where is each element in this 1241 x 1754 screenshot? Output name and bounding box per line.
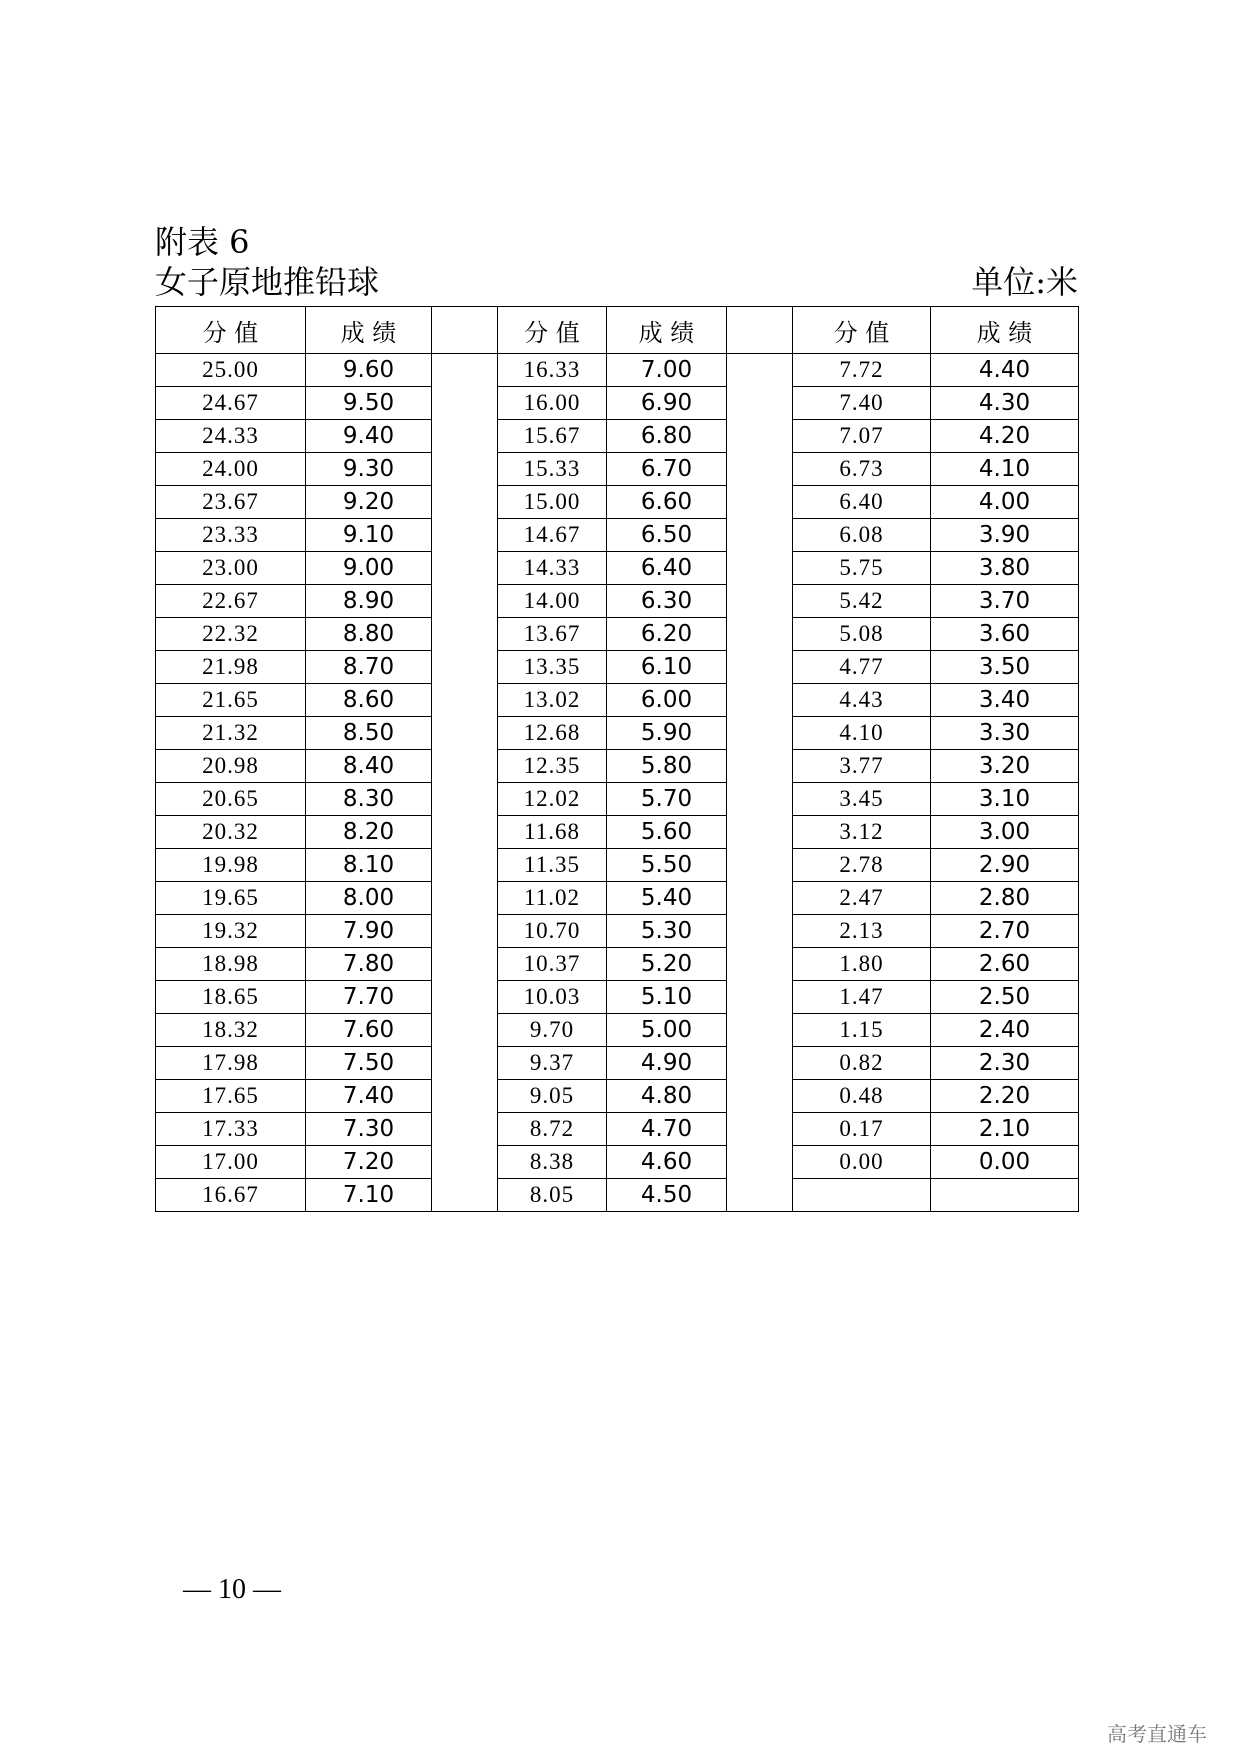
result-cell: 8.70 <box>306 651 432 684</box>
column-gap <box>727 816 793 849</box>
table-row <box>156 651 1079 684</box>
column-gap <box>727 948 793 981</box>
table-row <box>156 915 1079 948</box>
result-cell: 2.80 <box>931 882 1079 915</box>
score-cell: 20.65 <box>156 783 306 816</box>
score-cell: 8.38 <box>498 1146 607 1179</box>
column-gap <box>432 882 498 915</box>
result-cell: 2.60 <box>931 948 1079 981</box>
column-gap <box>432 684 498 717</box>
score-cell: 3.45 <box>793 783 931 816</box>
result-cell: 7.70 <box>306 981 432 1014</box>
score-cell: 0.48 <box>793 1080 931 1113</box>
result-cell: 0.00 <box>931 1146 1079 1179</box>
score-cell: 1.15 <box>793 1014 931 1047</box>
result-cell: 5.00 <box>607 1014 727 1047</box>
result-cell: 7.00 <box>607 354 727 387</box>
result-cell: 3.10 <box>931 783 1079 816</box>
score-cell: 24.00 <box>156 453 306 486</box>
score-cell: 17.98 <box>156 1047 306 1080</box>
header-result: 成 绩 <box>931 307 1079 354</box>
column-gap <box>432 1179 498 1212</box>
result-cell: 3.70 <box>931 585 1079 618</box>
column-gap <box>432 717 498 750</box>
result-cell: 8.40 <box>306 750 432 783</box>
column-gap <box>432 552 498 585</box>
table-row <box>156 882 1079 915</box>
score-cell: 7.72 <box>793 354 931 387</box>
score-cell: 18.98 <box>156 948 306 981</box>
page-number: — 10 — <box>183 1574 281 1605</box>
result-cell: 7.90 <box>306 915 432 948</box>
score-cell: 0.17 <box>793 1113 931 1146</box>
result-cell: 2.20 <box>931 1080 1079 1113</box>
score-cell: 3.77 <box>793 750 931 783</box>
table-row <box>156 420 1079 453</box>
score-cell: 13.67 <box>498 618 607 651</box>
result-cell: 3.30 <box>931 717 1079 750</box>
table-row <box>156 1080 1079 1113</box>
result-cell: 8.50 <box>306 717 432 750</box>
table-row <box>156 948 1079 981</box>
result-cell: 3.90 <box>931 519 1079 552</box>
score-cell: 9.05 <box>498 1080 607 1113</box>
score-cell: 19.65 <box>156 882 306 915</box>
result-cell: 6.40 <box>607 552 727 585</box>
column-gap <box>432 816 498 849</box>
table-row <box>156 486 1079 519</box>
result-cell: 8.60 <box>306 684 432 717</box>
score-cell: 13.35 <box>498 651 607 684</box>
score-cell: 13.02 <box>498 684 607 717</box>
table-row <box>156 387 1079 420</box>
score-cell: 24.67 <box>156 387 306 420</box>
header-row <box>156 307 1079 354</box>
column-gap <box>432 915 498 948</box>
table-body <box>156 354 1079 1212</box>
result-cell: 4.40 <box>931 354 1079 387</box>
score-cell: 21.98 <box>156 651 306 684</box>
column-gap <box>432 307 498 354</box>
result-cell: 6.50 <box>607 519 727 552</box>
result-cell: 6.80 <box>607 420 727 453</box>
column-gap <box>432 1014 498 1047</box>
result-cell: 2.50 <box>931 981 1079 1014</box>
result-cell: 4.70 <box>607 1113 727 1146</box>
result-cell: 7.40 <box>306 1080 432 1113</box>
header-score: 分 值 <box>793 307 931 354</box>
score-cell: 4.10 <box>793 717 931 750</box>
score-cell: 16.33 <box>498 354 607 387</box>
score-cell: 11.68 <box>498 816 607 849</box>
column-gap <box>432 519 498 552</box>
result-cell: 3.40 <box>931 684 1079 717</box>
result-cell: 7.60 <box>306 1014 432 1047</box>
table-row <box>156 1014 1079 1047</box>
score-cell: 22.67 <box>156 585 306 618</box>
result-cell: 7.50 <box>306 1047 432 1080</box>
result-cell: 5.70 <box>607 783 727 816</box>
result-cell: 5.80 <box>607 750 727 783</box>
appendix-label: 附表 6 <box>155 223 250 261</box>
table-row <box>156 1146 1079 1179</box>
score-cell: 23.33 <box>156 519 306 552</box>
result-cell: 5.30 <box>607 915 727 948</box>
result-cell: 4.50 <box>607 1179 727 1212</box>
score-cell: 4.43 <box>793 684 931 717</box>
table-row <box>156 816 1079 849</box>
column-gap <box>727 618 793 651</box>
score-cell: 16.00 <box>498 387 607 420</box>
column-gap <box>432 420 498 453</box>
header-result: 成 绩 <box>607 307 727 354</box>
score-table <box>155 306 1079 1212</box>
result-cell: 6.90 <box>607 387 727 420</box>
result-cell: 9.60 <box>306 354 432 387</box>
result-cell: 3.20 <box>931 750 1079 783</box>
column-gap <box>432 849 498 882</box>
unit-label: 单位:米 <box>971 263 1078 301</box>
column-gap <box>727 453 793 486</box>
result-cell: 7.30 <box>306 1113 432 1146</box>
score-cell: 20.32 <box>156 816 306 849</box>
score-cell: 8.72 <box>498 1113 607 1146</box>
table-row <box>156 354 1079 387</box>
column-gap <box>727 1080 793 1113</box>
result-cell: 6.00 <box>607 684 727 717</box>
table-title: 女子原地推铅球 <box>155 263 380 301</box>
column-gap <box>727 585 793 618</box>
column-gap <box>432 651 498 684</box>
score-cell: 11.02 <box>498 882 607 915</box>
result-cell: 2.70 <box>931 915 1079 948</box>
column-gap <box>727 1113 793 1146</box>
column-gap <box>727 1146 793 1179</box>
column-gap <box>727 1047 793 1080</box>
column-gap <box>432 948 498 981</box>
column-gap <box>432 453 498 486</box>
score-cell: 19.98 <box>156 849 306 882</box>
column-gap <box>432 486 498 519</box>
column-gap <box>727 552 793 585</box>
score-cell: 23.67 <box>156 486 306 519</box>
score-cell: 23.00 <box>156 552 306 585</box>
score-cell: 21.65 <box>156 684 306 717</box>
result-cell: 4.80 <box>607 1080 727 1113</box>
score-cell: 2.78 <box>793 849 931 882</box>
score-cell: 0.82 <box>793 1047 931 1080</box>
result-cell: 6.60 <box>607 486 727 519</box>
score-cell: 0.00 <box>793 1146 931 1179</box>
result-cell: 4.20 <box>931 420 1079 453</box>
score-cell: 25.00 <box>156 354 306 387</box>
result-cell: 6.10 <box>607 651 727 684</box>
column-gap <box>432 618 498 651</box>
score-cell: 14.00 <box>498 585 607 618</box>
score-cell: 5.08 <box>793 618 931 651</box>
result-cell: 3.00 <box>931 816 1079 849</box>
column-gap <box>432 1047 498 1080</box>
result-cell: 4.10 <box>931 453 1079 486</box>
column-gap <box>727 684 793 717</box>
result-cell: 7.20 <box>306 1146 432 1179</box>
score-cell: 6.40 <box>793 486 931 519</box>
table-row <box>156 585 1079 618</box>
result-cell: 3.50 <box>931 651 1079 684</box>
score-cell: 1.80 <box>793 948 931 981</box>
score-cell: 11.35 <box>498 849 607 882</box>
result-cell: 8.10 <box>306 849 432 882</box>
score-cell: 8.05 <box>498 1179 607 1212</box>
table-row <box>156 519 1079 552</box>
result-cell: 9.20 <box>306 486 432 519</box>
header-score: 分 值 <box>498 307 607 354</box>
score-cell: 5.42 <box>793 585 931 618</box>
result-cell: 2.30 <box>931 1047 1079 1080</box>
result-cell: 5.10 <box>607 981 727 1014</box>
column-gap <box>727 354 793 387</box>
score-cell: 6.08 <box>793 519 931 552</box>
table-row <box>156 1179 1079 1212</box>
score-cell: 7.07 <box>793 420 931 453</box>
score-cell: 12.35 <box>498 750 607 783</box>
score-cell: 15.00 <box>498 486 607 519</box>
result-cell: 8.90 <box>306 585 432 618</box>
score-cell: 9.70 <box>498 1014 607 1047</box>
column-gap <box>727 420 793 453</box>
score-cell: 16.67 <box>156 1179 306 1212</box>
column-gap <box>727 849 793 882</box>
result-cell: 5.40 <box>607 882 727 915</box>
score-cell: 10.70 <box>498 915 607 948</box>
column-gap <box>727 882 793 915</box>
result-cell <box>931 1179 1079 1212</box>
column-gap <box>727 387 793 420</box>
score-cell: 12.02 <box>498 783 607 816</box>
score-cell: 4.77 <box>793 651 931 684</box>
result-cell: 8.00 <box>306 882 432 915</box>
column-gap <box>727 1014 793 1047</box>
column-gap <box>727 486 793 519</box>
result-cell: 3.80 <box>931 552 1079 585</box>
table-row <box>156 750 1079 783</box>
table-row <box>156 684 1079 717</box>
table-row <box>156 783 1079 816</box>
result-cell: 4.00 <box>931 486 1079 519</box>
table-row <box>156 1047 1079 1080</box>
score-cell: 18.32 <box>156 1014 306 1047</box>
score-cell: 10.03 <box>498 981 607 1014</box>
result-cell: 5.50 <box>607 849 727 882</box>
result-cell: 6.20 <box>607 618 727 651</box>
score-cell: 14.33 <box>498 552 607 585</box>
result-cell: 2.10 <box>931 1113 1079 1146</box>
score-cell: 20.98 <box>156 750 306 783</box>
column-gap <box>727 1179 793 1212</box>
result-cell: 9.30 <box>306 453 432 486</box>
score-cell: 3.12 <box>793 816 931 849</box>
score-cell: 15.33 <box>498 453 607 486</box>
score-cell: 2.13 <box>793 915 931 948</box>
result-cell: 9.00 <box>306 552 432 585</box>
table-row <box>156 981 1079 1014</box>
column-gap <box>727 981 793 1014</box>
column-gap <box>432 783 498 816</box>
table-row <box>156 1113 1079 1146</box>
result-cell: 8.30 <box>306 783 432 816</box>
column-gap <box>432 1113 498 1146</box>
result-cell: 2.90 <box>931 849 1079 882</box>
table-row <box>156 717 1079 750</box>
column-gap <box>727 915 793 948</box>
result-cell: 3.60 <box>931 618 1079 651</box>
column-gap <box>432 1146 498 1179</box>
result-cell: 9.50 <box>306 387 432 420</box>
score-cell: 17.65 <box>156 1080 306 1113</box>
score-cell: 6.73 <box>793 453 931 486</box>
column-gap <box>432 585 498 618</box>
result-cell: 4.60 <box>607 1146 727 1179</box>
score-cell: 19.32 <box>156 915 306 948</box>
result-cell: 7.10 <box>306 1179 432 1212</box>
table-row <box>156 618 1079 651</box>
score-cell <box>793 1179 931 1212</box>
result-cell: 5.60 <box>607 816 727 849</box>
result-cell: 8.20 <box>306 816 432 849</box>
score-cell: 9.37 <box>498 1047 607 1080</box>
table-row <box>156 849 1079 882</box>
score-cell: 17.33 <box>156 1113 306 1146</box>
score-cell: 24.33 <box>156 420 306 453</box>
score-cell: 21.32 <box>156 717 306 750</box>
table-row <box>156 453 1079 486</box>
column-gap <box>727 651 793 684</box>
score-cell: 12.68 <box>498 717 607 750</box>
result-cell: 7.80 <box>306 948 432 981</box>
column-gap <box>727 750 793 783</box>
result-cell: 6.70 <box>607 453 727 486</box>
result-cell: 5.20 <box>607 948 727 981</box>
score-cell: 14.67 <box>498 519 607 552</box>
column-gap <box>432 981 498 1014</box>
score-cell: 10.37 <box>498 948 607 981</box>
result-cell: 9.40 <box>306 420 432 453</box>
column-gap <box>432 1080 498 1113</box>
score-cell: 15.67 <box>498 420 607 453</box>
score-cell: 2.47 <box>793 882 931 915</box>
column-gap <box>727 519 793 552</box>
column-gap <box>432 387 498 420</box>
result-cell: 9.10 <box>306 519 432 552</box>
column-gap <box>727 307 793 354</box>
result-cell: 4.90 <box>607 1047 727 1080</box>
result-cell: 5.90 <box>607 717 727 750</box>
result-cell: 8.80 <box>306 618 432 651</box>
header-result: 成 绩 <box>306 307 432 354</box>
table-row <box>156 552 1079 585</box>
column-gap <box>432 750 498 783</box>
result-cell: 4.30 <box>931 387 1079 420</box>
score-cell: 7.40 <box>793 387 931 420</box>
column-gap <box>727 783 793 816</box>
score-cell: 18.65 <box>156 981 306 1014</box>
column-gap <box>432 354 498 387</box>
score-cell: 5.75 <box>793 552 931 585</box>
result-cell: 6.30 <box>607 585 727 618</box>
score-cell: 1.47 <box>793 981 931 1014</box>
score-cell: 17.00 <box>156 1146 306 1179</box>
watermark: 高考直通车 <box>1107 1722 1207 1746</box>
column-gap <box>727 717 793 750</box>
result-cell: 2.40 <box>931 1014 1079 1047</box>
score-cell: 22.32 <box>156 618 306 651</box>
header-score: 分 值 <box>156 307 306 354</box>
